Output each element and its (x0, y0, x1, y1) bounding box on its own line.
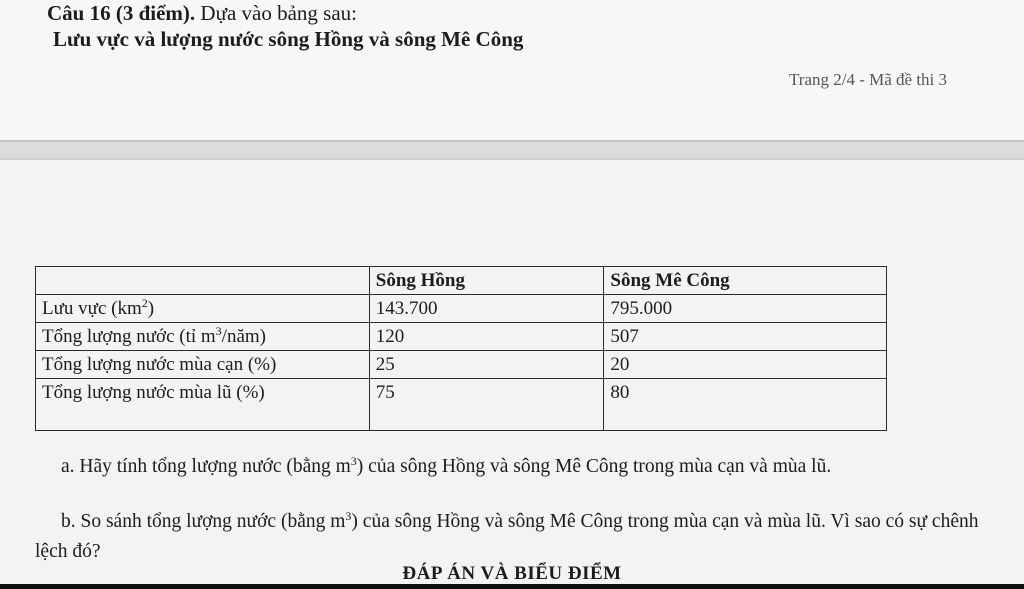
row-label: Lưu vực $(km^2)$ (36, 295, 370, 323)
table-header-song-hong: Sông Hồng (369, 267, 604, 295)
answer-heading: ĐÁP ÁN VÀ BIỂU ĐIỂM (402, 563, 622, 584)
table-row (36, 323, 887, 351)
bottom-edge (0, 584, 1024, 589)
question-intro: Dựa vào bảng sau: (195, 1, 358, 25)
page-break (0, 140, 1024, 160)
row-label: Tổng lượng nước mùa cạn (%) (36, 351, 370, 379)
river-data-table (35, 266, 887, 431)
cell-song-hong: 120 (369, 323, 604, 351)
cell-song-me-cong: 795.000 (604, 295, 887, 323)
cell-song-me-cong: 507 (604, 323, 887, 351)
table-row (36, 351, 887, 379)
table-header-empty (36, 267, 370, 295)
task-a: a. Hãy tính tổng lượng nước (bằng $m^3$) của sông Hồng và sông Mê Công trong mùa cạn và mùa lũ. (61, 454, 832, 477)
cell-song-me-cong: 80 (604, 379, 887, 431)
task-b: b. So sánh tổng lượng nước (bằng $m^3$) của sông Hồng và sông Mê Công trong mùa cạn và mùa lũ. Vì sao có sự chênh lệch đó? (35, 509, 979, 562)
question-number: Câu 16 (3 điểm). (47, 1, 196, 25)
page-top (0, 0, 1024, 140)
table-header-row (36, 267, 887, 295)
table-caption: Lưu vực và lượng nước sông Hồng và sông Mê Công (53, 27, 524, 51)
cell-song-hong: 143.700 (369, 295, 604, 323)
row-label: Tổng lượng nước (tỉ $m^3/năm$) (36, 323, 370, 351)
row-label: Tổng lượng nước mùa lũ (%) (36, 379, 370, 431)
cell-song-hong: 75 (369, 379, 604, 431)
cell-song-me-cong: 20 (604, 351, 887, 379)
table-row (36, 295, 887, 323)
table-header-song-me-cong: Sông Mê Công (604, 267, 887, 295)
page-footer: Trang 2/4 - Mã đề thi 3 (789, 70, 948, 89)
table-row (36, 379, 887, 431)
question-title (47, 1, 357, 25)
cell-song-hong: 25 (369, 351, 604, 379)
